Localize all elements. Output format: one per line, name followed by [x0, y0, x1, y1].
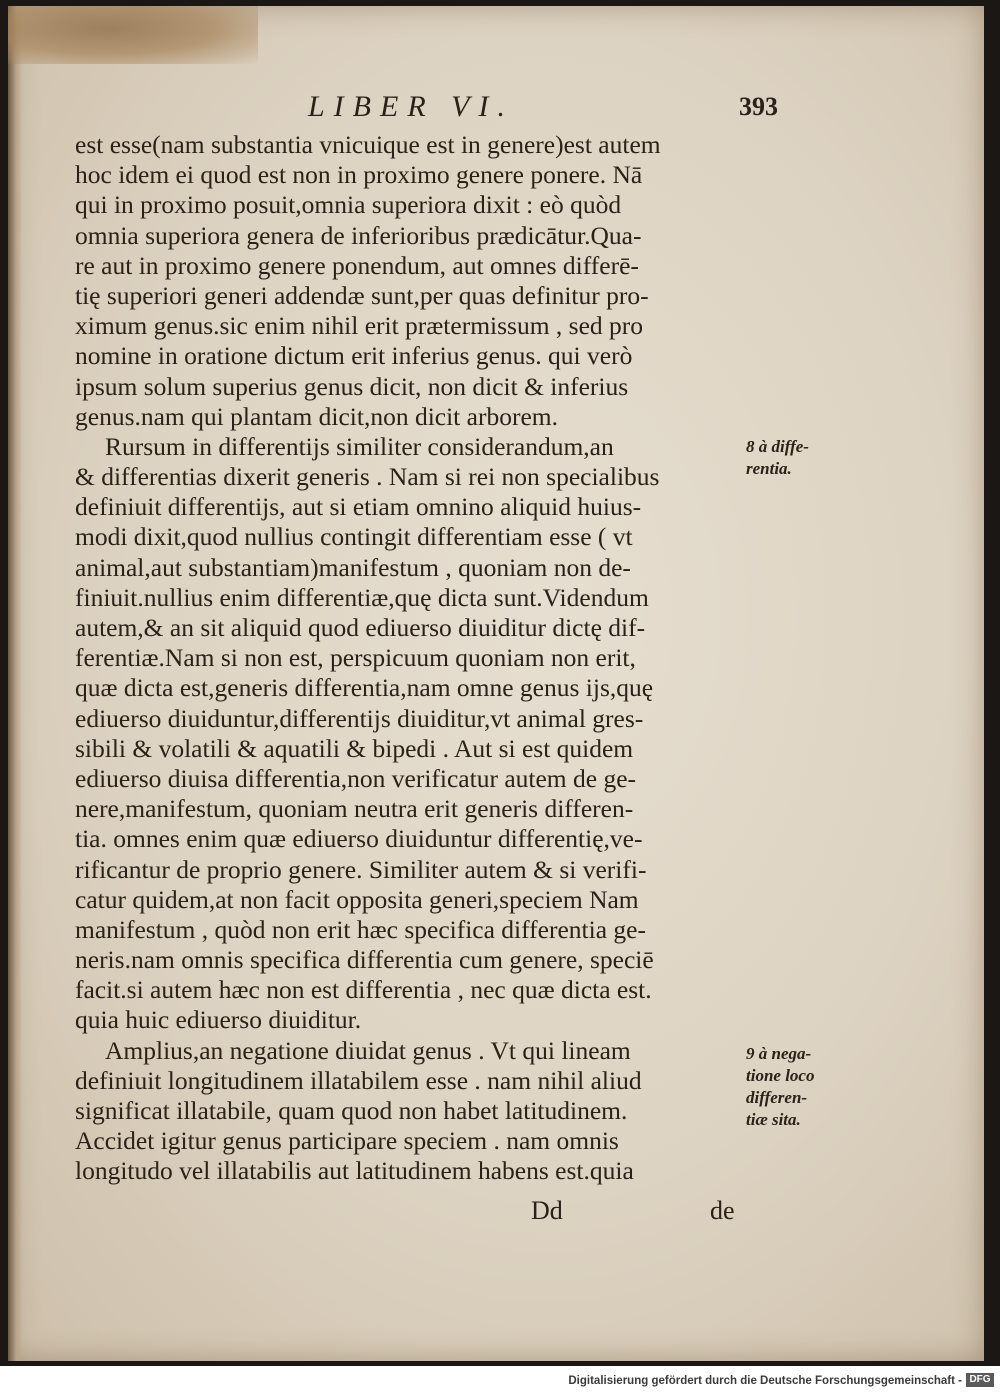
- text-line: est esse(nam substantia vnicuique est in genere)est autem: [75, 130, 661, 159]
- text-line: hoc idem ei quod est non in proximo genere ponere. Nā: [75, 160, 643, 190]
- text-line: Accidet igitur genus participare speciem . nam omnis: [75, 1126, 619, 1156]
- margin-note: [746, 1043, 814, 1131]
- text-line: catur quidem,at non facit opposita generi,speciem Nam: [75, 884, 639, 914]
- catchword: de: [710, 1196, 735, 1225]
- text-line: ediuerso diuisa differentia,non verificatur autem de ge-: [75, 763, 637, 793]
- page-number: 393: [739, 92, 778, 121]
- paragraph-start-line: Rursum in differentijs similiter considerandum,an: [105, 431, 614, 461]
- text-line: ipsum solum superius genus dicit, non dicit & inferius: [75, 371, 629, 401]
- text-line: tia. omnes enim quæ ediuerso diuiduntur differentię,ve-: [75, 824, 643, 854]
- text-line: finiuit.nullius enim differentiæ,quę dicta sunt.Videndum: [75, 582, 649, 612]
- text-line: genus.nam qui plantam dicit,non dicit arborem.: [75, 401, 558, 431]
- text-line: rificantur de proprio genere. Similiter autem & si verifi-: [75, 854, 647, 884]
- paper-stain: [8, 6, 258, 64]
- text-line: definiuit longitudinem illatabilem esse . nam nihil aliud: [75, 1065, 642, 1095]
- text-line: & differentias dixerit generis . Nam si rei non specialibus: [75, 462, 660, 492]
- text-line: tię superiori generi addendæ sunt,per quas definitur pro-: [75, 280, 649, 310]
- text-line: re aut in proximo genere ponendum, aut omnes differē-: [75, 250, 639, 280]
- page-header: [308, 90, 778, 130]
- text-line: sibili & volatili & aquatili & bipedi . Aut si est quidem: [75, 733, 634, 763]
- text-line: omnia superiora genera de inferioribus prædicātur.Qua-: [75, 220, 642, 250]
- running-title: LIBER VI.: [308, 90, 514, 123]
- text-line: neris.nam omnis specifica differentia cum genere, speciē: [75, 945, 654, 975]
- text-line: qui in proximo posuit,omnia superiora dixit : eò quòd: [75, 190, 622, 220]
- margin-note-line: 9 à nega-: [746, 1044, 812, 1063]
- text-line: ferentiæ.Nam si non est, perspicuum quoniam non erit,: [75, 643, 636, 673]
- text-line: nomine in oratione dictum erit inferius genus. qui verò: [75, 341, 633, 371]
- text-line: autem,& an sit aliquid quod ediuerso diuiditur dictę dif-: [75, 613, 646, 642]
- text-line: nere,manifestum, quoniam neutra erit generis differen-: [75, 794, 634, 824]
- text-line: quæ dicta est,generis differentia,nam omne genus ijs,quę: [75, 673, 654, 703]
- margin-note-line: rentia.: [746, 459, 792, 478]
- page-gutter: [8, 6, 22, 1361]
- funding-credit: Digitalisierung gefördert durch die Deutsche Forschungsgemeinschaft -: [568, 1375, 962, 1387]
- text-line: manifestum , quòd non erit hæc specifica differentia ge-: [75, 914, 646, 944]
- margin-note-line: 8 à diffe-: [746, 437, 809, 456]
- text-line: animal,aut substantiam)manifestum , quoniam non de-: [75, 552, 631, 582]
- text-line: definiuit differentijs, aut si etiam omnino aliquid huius-: [75, 492, 642, 522]
- text-line: modi dixit,quod nullius contingit differentiam esse ( vt: [75, 522, 633, 552]
- book-page: [8, 6, 984, 1361]
- text-line: ediuerso diuiduntur,differentijs diuiditur,vt animal gres-: [75, 703, 644, 733]
- digitization-footer: [0, 1366, 1000, 1394]
- dfg-logo: DFG: [966, 1373, 994, 1387]
- paragraph-start-line: Amplius,an negatione diuidat genus . Vt qui lineam: [105, 1035, 631, 1065]
- text-line: facit.si autem hæc non est differentia , nec quæ dicta est.: [75, 975, 652, 1005]
- margin-note: [746, 436, 809, 480]
- margin-note-line: differen-: [746, 1088, 808, 1107]
- text-line: ximum genus.sic enim nihil erit prætermissum , sed pro: [75, 311, 644, 341]
- text-line: longitudo vel illatabilis aut latitudinem habens est.quia: [75, 1156, 634, 1186]
- text-line: quia huic ediuerso diuiditur.: [75, 1005, 362, 1035]
- margin-note-line: tione loco: [746, 1066, 815, 1085]
- signature-mark: Dd: [531, 1196, 563, 1225]
- margin-note-line: tiæ sita.: [746, 1110, 801, 1129]
- body-text: [75, 130, 738, 1187]
- text-line: significat illatabile, quam quod non habet latitudinem.: [75, 1096, 628, 1125]
